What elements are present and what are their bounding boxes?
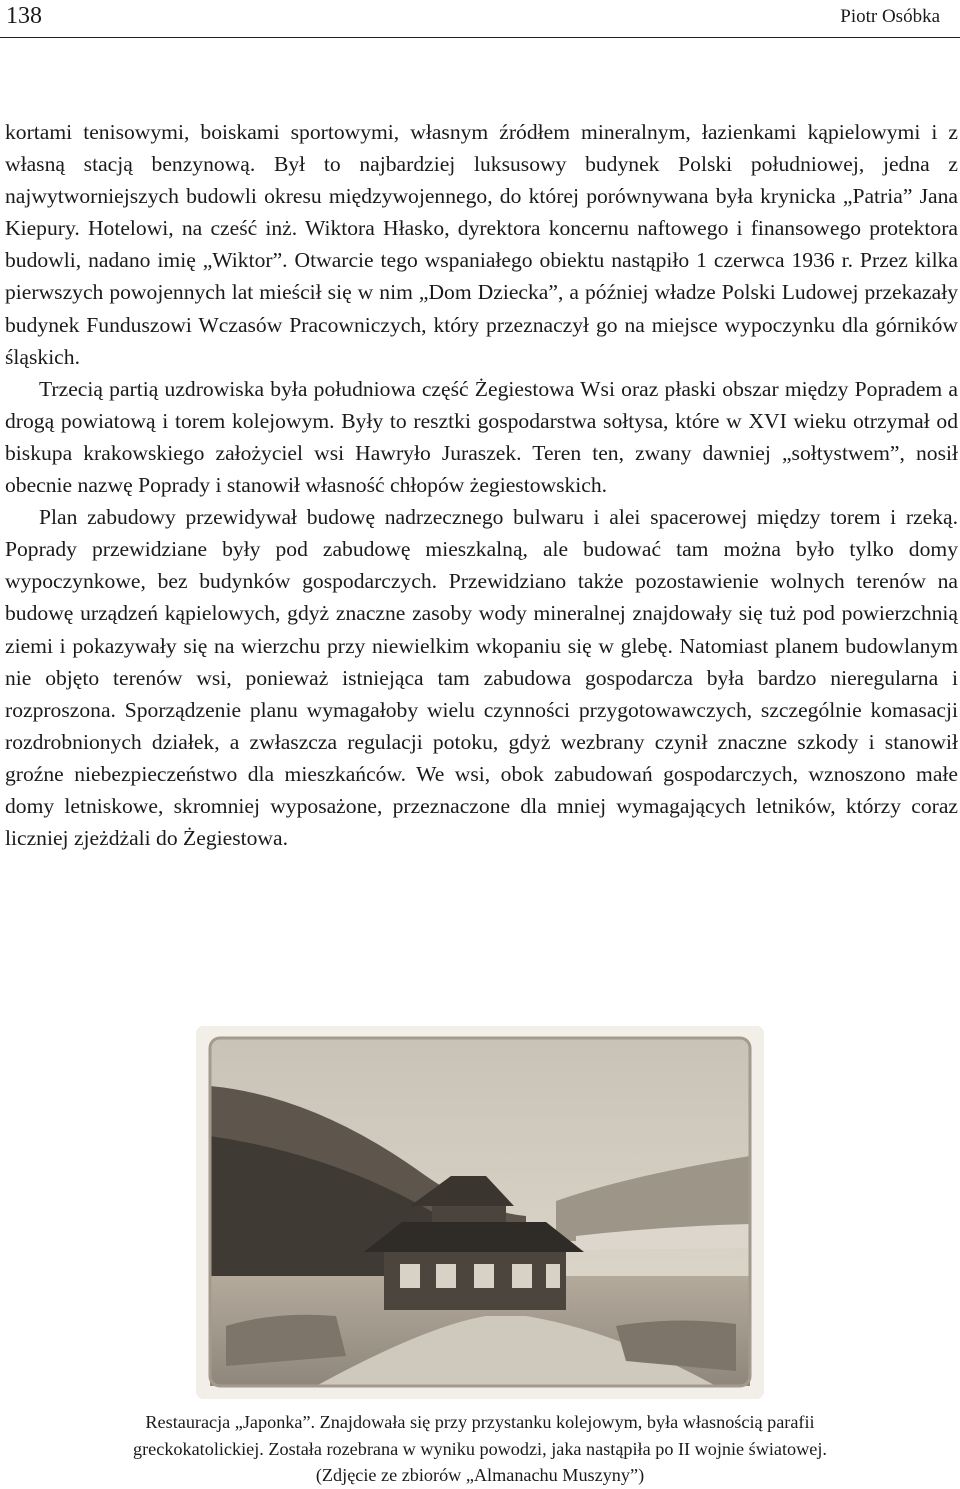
page-header [0, 0, 960, 40]
header-rule [0, 37, 960, 38]
paragraph-2: Trzecią partią uzdrowiska była południowa część Żegiestowa Wsi oraz płaski obszar między Popradem a drogą powiatową i torem kolejowym. Były to resztki gospodarstwa sołtysa, które w XVI wieku otrzymał od biskupa krakowskiego założyciel wsi Hawryło Juraszek. Teren ten, zwany dawniej „sołtystwem”, nosił obecnie nazwę Poprady i stanowił własność chłopów żegiestowskich. [5, 376, 958, 498]
caption-line-2: greckokatolickiej. Została rozebrana w wyniku powodzi, jaka nastąpiła po II wojnie światowej. [133, 1438, 827, 1459]
body-text [5, 116, 958, 854]
page-number: 138 [6, 3, 42, 29]
caption-line-3: (Zdjęcie ze zbiorów „Almanachu Muszyny”) [315, 1465, 645, 1485]
vintage-photo-illustration [196, 1026, 764, 1399]
photo-japonka-restaurant [196, 1026, 764, 1399]
paragraph-3: Plan zabudowy przewidywał budowę nadrzecznego bulwaru i alei spacerowej między torem i rzeką. Poprady przewidziane były pod zabudowę mieszkalną, ale budować tam można było tylko domy wypoczynkowe, bez budynków gospodarczych. Przewidziano także pozostawienie wolnych terenów na budowę urządzeń kąpielowych, gdyż znaczne zasoby wody mineralnej znajdowały się tuż pod powierzchnią ziemi i pokazywały się na wierzchu przy niewielkim wkopaniu się w glebę. Natomiast planem budowlanym nie objęto terenów wsi, ponieważ istniejąca tam zabudowa gospodarcza była bardzo nieregularna i rozproszona. Sporządzenie planu wymagałoby wielu czynności przygotowawczych, szczególnie komasacji rozdrobnionych działek, a zwłaszcza regulacji potoku, gdyż wezbrany czynił znaczne szkody i stanowił groźne niebezpieczeństwo dla mieszkańców. We wsi, obok zabudowań gospodarczych, wznoszono małe domy letniskowe, skromniej wyposażone, przeznaczone dla mniej wymagających letników, którzy coraz liczniej zjeżdżali do Żegiestowa. [5, 505, 958, 851]
caption-line-1: Restauracja „Japonka”. Znajdowała się przy przystanku kolejowym, była własnością parafii [145, 1412, 815, 1432]
paragraph-1: kortami tenisowymi, boiskami sportowymi, własnym źródłem mineralnym, łazienkami kąpielowymi i z własną stacją benzynową. Był to najbardziej luksusowy budynek Polski południowej, jedna z najwytworniejszych budowli okresu międzywojennego, do której porównywana była krynicka „Patria” Jana Kiepury. Hotelowi, na cześć inż. Wiktora Hłasko, dyrektora koncernu naftowego i finansowego protektora budowli, nadano imię „Wiktor”. Otwarcie tego wspaniałego obiektu nastąpiło 1 czerwca 1936 r. Przez kilka pierwszych powojennych lat mieścił się w nim „Dom Dziecka”, a później władze Polski Ludowej przekazały budynek Funduszowi Wczasów Pracowniczych, który przeznaczył go na miejsce wypoczynku dla górników śląskich. [5, 120, 958, 369]
running-head-author: Piotr Osóbka [840, 6, 940, 27]
photo-caption [0, 1409, 960, 1489]
